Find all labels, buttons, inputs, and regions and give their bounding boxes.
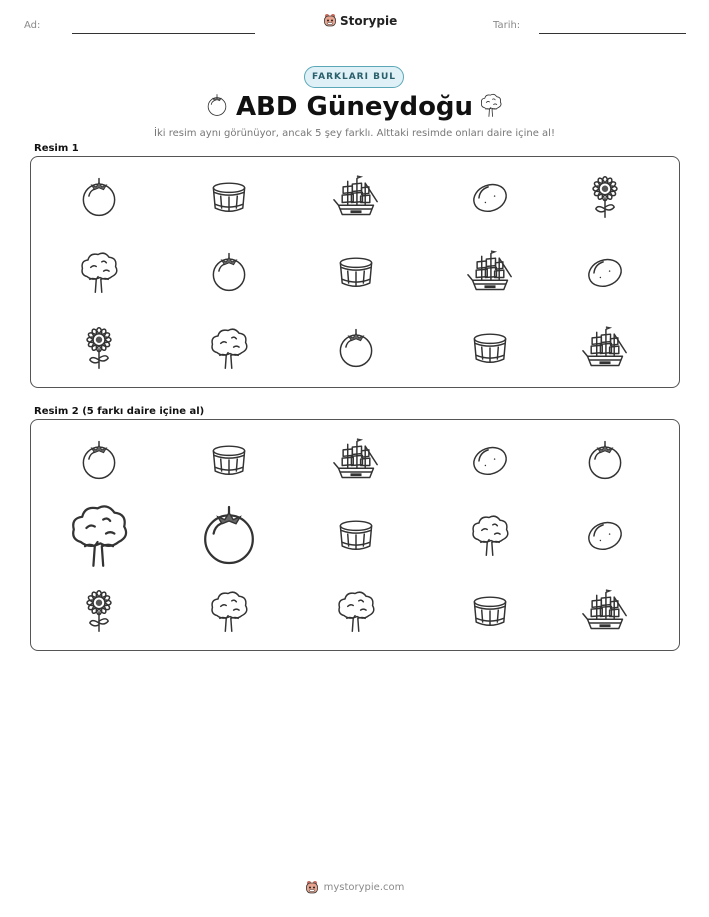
tomato-icon [76,174,122,220]
picture2-drum-r2c3[interactable] [333,512,379,558]
tomato-icon [194,500,264,570]
tomato-icon [76,437,122,483]
picture1-drum-r1c2 [206,174,252,220]
picture2-tomato-r1c1[interactable] [76,437,122,483]
tree-icon [206,325,252,371]
ship-icon [582,325,628,371]
picture1-label: Resim 1 [34,143,79,154]
picture1-ship-r2c4 [467,249,513,295]
picture2-label: Resim 2 (5 farkı daire içine al) [34,406,205,417]
potato-icon [467,174,513,220]
activity-badge: FARKLARI BUL [304,66,404,88]
drum-icon [467,325,513,371]
drum-icon [206,174,252,220]
picture1-potato-r2c5 [582,249,628,295]
picture2-potato-r2c5[interactable] [582,512,628,558]
tree-icon [76,249,122,295]
page-title: ABD Güneydoğu [235,92,474,122]
date-label: Tarih: [493,20,521,31]
ship-icon [333,437,379,483]
sunflower-icon [76,588,122,634]
sunflower-icon [76,325,122,371]
picture2-tree-r3c3[interactable] [333,588,379,634]
picture1-sunflower-r3c1 [76,325,122,371]
tree-icon [64,500,134,570]
picture1-tree-r2c1 [76,249,122,295]
picture2-ship-r1c3[interactable] [333,437,379,483]
tree-icon [333,588,379,634]
tomato-icon [333,325,379,371]
picture2-drum-r3c4[interactable] [467,588,513,634]
picture1-tomato-r2c2 [206,249,252,295]
picture2-ship-r3c5[interactable] [582,588,628,634]
picture1-potato-r1c4 [467,174,513,220]
footer [0,880,709,895]
picture1-ship-r3c5 [582,325,628,371]
date-line[interactable] [539,33,686,34]
name-line[interactable] [72,33,255,34]
picture1-drum-r3c4 [467,325,513,371]
instructions: İki resim aynı görünüyor, ancak 5 şey farklı. Alttaki resimde onları daire içine al! [154,128,555,139]
drum-icon [333,512,379,558]
footer-url: mystorypie.com [323,882,405,893]
picture2-tree-r2c1[interactable] [64,500,134,570]
ship-icon [582,588,628,634]
picture2-tree-r2c4[interactable] [467,512,513,558]
title-tree-icon [478,90,504,124]
picture1-drum-r2c3 [333,249,379,295]
logo [323,13,397,28]
picture1-tree-r3c2 [206,325,252,371]
potato-icon [467,437,513,483]
picture2-drum-r1c2[interactable] [206,437,252,483]
picture1-sunflower-r1c5 [582,174,628,220]
picture2-sunflower-r3c1[interactable] [76,588,122,634]
picture2-tomato-r2c2[interactable] [194,500,264,570]
picture2-potato-r1c4[interactable] [467,437,513,483]
tree-icon [206,588,252,634]
storypie-mascot-icon [323,13,337,28]
picture1-ship-r1c3 [333,174,379,220]
drum-icon [333,249,379,295]
picture2-tree-r3c2[interactable] [206,588,252,634]
potato-icon [582,512,628,558]
storypie-mascot-icon [305,880,319,895]
name-label: Ad: [24,20,41,31]
ship-icon [467,249,513,295]
tomato-icon [206,249,252,295]
picture1-tomato-r1c1 [76,174,122,220]
drum-icon [206,437,252,483]
tomato-icon [582,437,628,483]
sunflower-icon [582,174,628,220]
drum-icon [467,588,513,634]
picture1-tomato-r3c3 [333,325,379,371]
ship-icon [333,174,379,220]
potato-icon [582,249,628,295]
picture2-tomato-r1c5[interactable] [582,437,628,483]
logo-text: Storypie [340,13,398,28]
tree-icon [467,512,513,558]
